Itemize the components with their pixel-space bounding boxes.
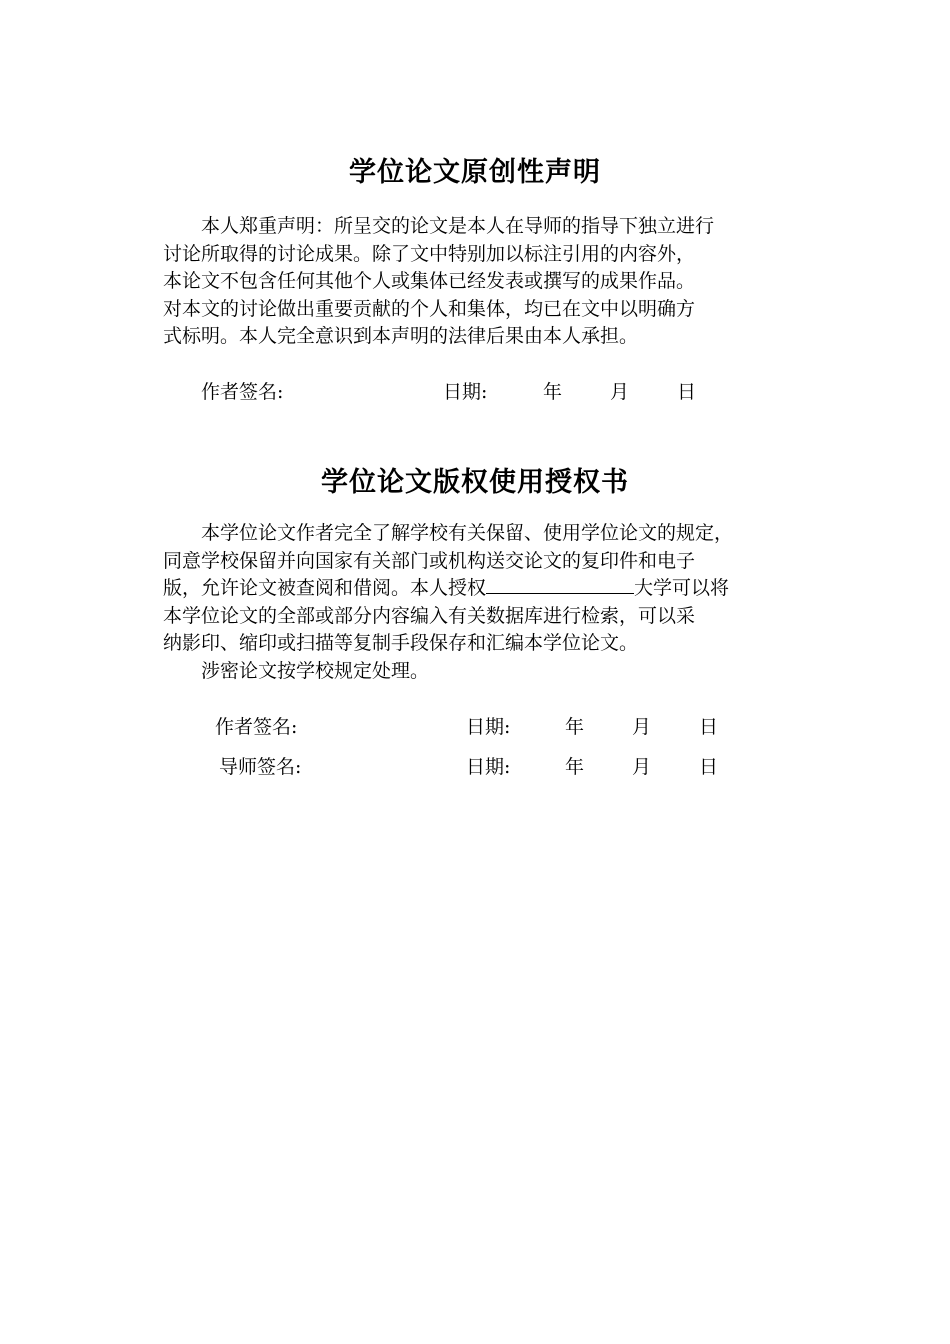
confidential-note: 涉密论文按学校规定处理。 (201, 659, 430, 682)
declaration-line: 对本文的讨论做出重要贡献的个人和集体，均已在文中以明确方 (163, 297, 696, 320)
declaration-line: 讨论所取得的讨论成果。除了文中特别加以标注引用的内容外， (163, 242, 696, 265)
authorization-paragraph (163, 520, 843, 685)
declaration-line: 本人郑重声明：所呈交的论文是本人在导师的指导下独立进行 (201, 215, 715, 237)
university-name-blank (486, 575, 634, 594)
declaration-signature-row (0, 378, 950, 406)
authorization-line: 本学位论文作者完全了解学校有关保留、使用学位论文的规定， (201, 522, 734, 544)
month-label: 月 (632, 716, 652, 738)
declaration-line: 式标明。本人完全意识到本声明的法律后果由本人承担。 (163, 325, 639, 347)
year-label: 年 (565, 716, 585, 738)
authorization-author-row (0, 713, 950, 741)
authorization-line: 同意学校保留并向国家有关部门或机构送交论文的复印件和电子 (163, 549, 696, 572)
authorization-text: 版，允许论文被查阅和借阅。本人授权 (163, 577, 487, 599)
date-label: 日期: (466, 756, 511, 778)
author-signature-label: 作者签名: (201, 381, 284, 403)
authorization-text: 大学可以将 (634, 577, 730, 599)
declaration-paragraph (163, 213, 843, 351)
year-label: 年 (543, 381, 563, 403)
authorization-line: 本学位论文的全部或部分内容编入有关数据库进行检索，可以采 (163, 604, 696, 627)
date-label: 日期: (443, 381, 488, 403)
authorization-title: 学位论文版权使用授权书 (321, 467, 629, 498)
authorization-line (163, 575, 843, 603)
declaration-title: 学位论文原创性声明 (349, 157, 601, 188)
year-label: 年 (565, 756, 585, 778)
authorization-line: 纳影印、缩印或扫描等复制手段保存和汇编本学位论文。 (163, 632, 639, 654)
date-label: 日期: (466, 716, 511, 738)
month-label: 月 (610, 381, 630, 403)
day-label: 日 (677, 381, 697, 403)
month-label: 月 (632, 756, 652, 778)
day-label: 日 (699, 716, 719, 738)
author-signature-label: 作者签名: (215, 716, 298, 738)
day-label: 日 (699, 756, 719, 778)
authorization-advisor-row (0, 753, 950, 781)
declaration-line: 本论文不包含任何其他个人或集体已经发表或撰写的成果作品。 (163, 270, 696, 292)
advisor-signature-label: 导师签名: (219, 756, 302, 778)
